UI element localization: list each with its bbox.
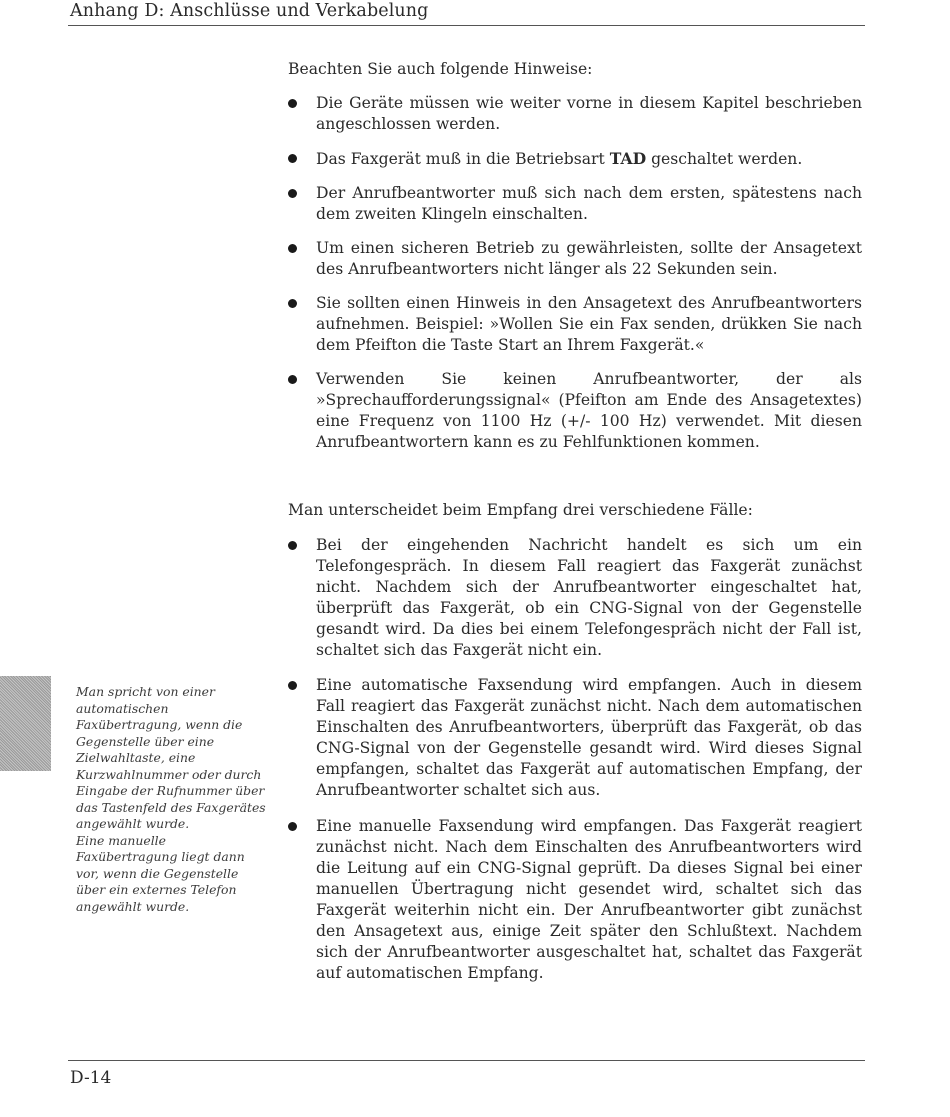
list-item: Eine automatische Faxsendung wird empfangen. Auch in diesem Fall reagiert das Faxgerät zunächst nicht. Nach dem automatischen Einschalten des Anrufbeantworters, überprüft das Faxgerät, ob das CNG-Signal von der Gegenstelle gesandt wird. Wird dieses Signal empfangen, schaltet das Faxgerät auf automatischen Empfang, der Anrufbeantworter schaltet sich aus. xyxy=(288,675,862,801)
list-item-prefix: Das Faxgerät muß in die Betriebsart xyxy=(316,150,610,168)
intro-text: Beachten Sie auch folgende Hinweise: xyxy=(288,60,593,78)
list-item xyxy=(288,148,862,170)
page-number: D-14 xyxy=(70,1068,112,1088)
sidenote-paragraph: Eine manuelle Faxübertragung liegt dann vor, wenn die Gegenstelle über ein externes Telefon angewählt wurde. xyxy=(76,832,245,914)
hint-list xyxy=(288,93,862,466)
margin-marker xyxy=(0,676,51,771)
list-item: Der Anrufbeantworter muß sich nach dem ersten, spätestens nach dem zweiten Klingeln einschalten. xyxy=(288,183,862,225)
case-list xyxy=(288,535,862,998)
sidenote-paragraph: Man spricht von einer automatischen Faxübertragung, wenn die Gegenstelle über eine Zielwahltaste, eine Kurzwahlnummer oder durch Eingabe der Rufnummer über das Tastenfeld des Faxgerätes angewählt wurde. xyxy=(76,684,266,831)
section-intro: Man unterscheidet beim Empfang drei verschiedene Fälle: xyxy=(288,501,753,519)
list-item: Sie sollten einen Hinweis in den Ansagetext des Anrufbeantworters aufnehmen. Beispiel: »Wollen Sie ein Fax senden, drükken Sie nach dem Pfeifton die Taste Start an Ihrem Faxgerät.« xyxy=(288,293,862,356)
sidenote xyxy=(76,684,266,915)
list-item: Bei der eingehenden Nachricht handelt es sich um ein Telefongespräch. In diesem Fall reagiert das Faxgerät zunächst nicht. Nachdem sich der Anrufbeantworter eingeschaltet hat, überprüft das Faxgerät, ob ein CNG-Signal von der Gegenstelle gesandt wird. Da dies bei einem Telefongespräch nicht der Fall ist, schaltet sich das Faxgerät nicht ein. xyxy=(288,535,862,661)
header-rule xyxy=(68,25,865,26)
list-item: Eine manuelle Faxsendung wird empfangen. Das Faxgerät reagiert zunächst nicht. Nach dem Einschalten des Anrufbeantworters wird die Leitung auf ein CNG-Signal geprüft. Da dieses Signal bei einer manuellen Übertragung nicht gesendet wird, schaltet sich das Faxgerät weiterhin nicht ein. Der Anrufbeantworter gibt zunächst den Ansagetext aus, einige Zeit später den Schlußtext. Nachdem sich der Anrufbeantworter ausgeschaltet hat, schaltet das Faxgerät auf automatischen Empfang. xyxy=(288,816,862,984)
list-item-suffix: geschaltet werden. xyxy=(646,150,803,168)
page-header: Anhang D: Anschlüsse und Verkabelung xyxy=(70,1,429,21)
list-item: Um einen sicheren Betrieb zu gewährleisten, sollte der Ansagetext des Anrufbeantworters nicht länger als 22 Sekunden sein. xyxy=(288,238,862,280)
list-item: Die Geräte müssen wie weiter vorne in diesem Kapitel beschrieben angeschlossen werden. xyxy=(288,93,862,135)
mode-label: TAD xyxy=(609,149,647,168)
list-item: Verwenden Sie keinen Anrufbeantworter, der als »Sprechaufforderungssignal« (Pfeifton am Ende des Ansagetextes) eine Frequenz von 1100 Hz (+/- 100 Hz) verwendet. Mit diesen Anrufbeantwortern kann es zu Fehlfunktionen kommen. xyxy=(288,369,862,453)
footer-rule xyxy=(68,1060,865,1061)
